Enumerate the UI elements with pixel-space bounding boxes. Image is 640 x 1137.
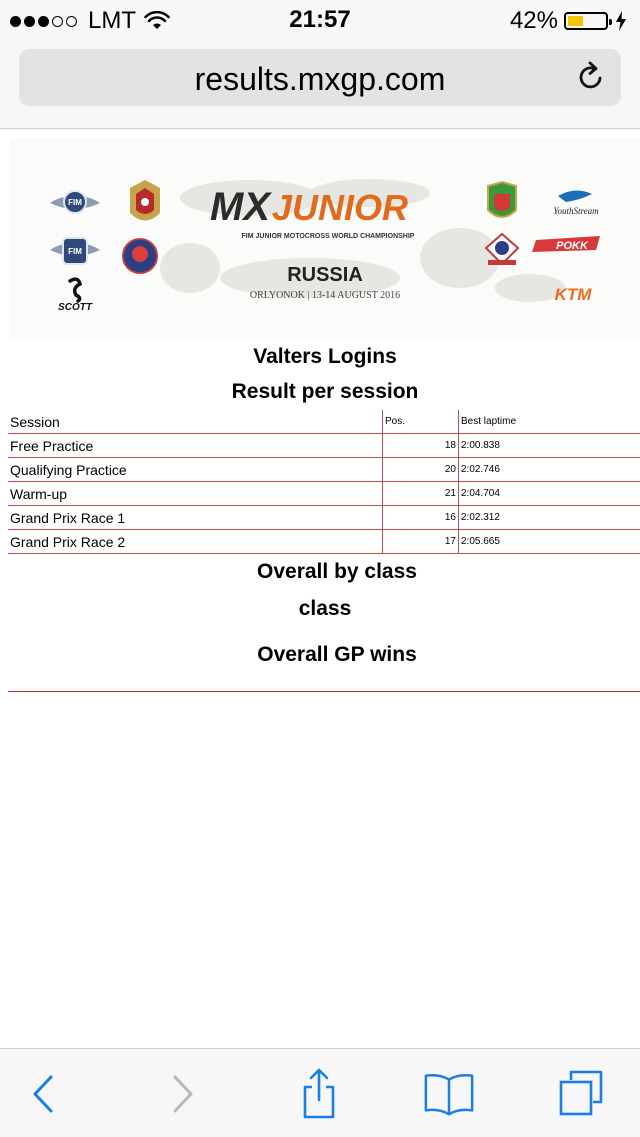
session-name: Free Practice: [8, 434, 383, 458]
table-row: [8, 434, 640, 458]
krasnodar-emblem: [488, 182, 516, 217]
banner-location-date: ORLYONOK | 13-14 AUGUST 2016: [249, 290, 401, 301]
svg-text:YouthStream: YouthStream: [553, 206, 599, 216]
banner-subtitle: FIM JUNIOR MOTOCROSS WORLD CHAMPIONSHIP: [241, 233, 415, 240]
header-pos: Pos.: [383, 410, 459, 434]
carrier-name: LMT: [88, 7, 136, 34]
best-laptime: 2:00.838: [459, 434, 640, 458]
banner-graphic: [10, 138, 640, 340]
position: 20: [383, 458, 459, 482]
table-row: [8, 482, 640, 506]
back-button[interactable]: [16, 1069, 70, 1119]
battery-percent: 42%: [509, 7, 558, 34]
share-button[interactable]: [292, 1069, 346, 1119]
svg-text:FIM: FIM: [68, 198, 82, 207]
svg-text:SCOTT: SCOTT: [58, 302, 92, 313]
header-session: Session: [8, 410, 383, 434]
table-row: [8, 458, 640, 482]
url-text[interactable]: results.mxgp.com: [194, 61, 446, 97]
youthstream-logo: [553, 190, 599, 216]
bookmarks-button[interactable]: [422, 1069, 476, 1119]
section-title: Result per session: [231, 380, 419, 403]
best-laptime: 2:04.704: [459, 482, 640, 506]
table-header-row: [8, 410, 640, 434]
orlyonok-badge: [486, 234, 518, 265]
session-name: Warm-up: [8, 482, 383, 506]
position: 18: [383, 434, 459, 458]
position: 21: [383, 482, 459, 506]
tabs-icon[interactable]: [555, 1068, 607, 1120]
battery-status: [510, 7, 628, 35]
results-table: [8, 410, 640, 554]
svg-text:FIM: FIM: [68, 247, 82, 256]
charging-icon: [614, 10, 628, 32]
svg-text:POKK: POKK: [556, 240, 588, 252]
fim-logo-top: [50, 191, 100, 213]
browser-toolbar: [0, 1048, 640, 1137]
table-row: [8, 530, 640, 554]
address-bar[interactable]: [19, 49, 621, 106]
session-name: Grand Prix Race 1: [8, 506, 383, 530]
forward-icon[interactable]: [171, 1074, 195, 1114]
forward-button[interactable]: [156, 1069, 210, 1119]
session-name: Grand Prix Race 2: [8, 530, 383, 554]
best-laptime: 2:02.746: [459, 458, 640, 482]
svg-text:MX: MX: [210, 185, 270, 229]
rider-name: Valters Logins: [253, 345, 397, 368]
svg-text:JUNIOR: JUNIOR: [272, 187, 409, 228]
position: 16: [383, 506, 459, 530]
session-name: Qualifying Practice: [8, 458, 383, 482]
best-laptime: 2:02.312: [459, 506, 640, 530]
browser-header: [0, 40, 640, 129]
clock: 21:57: [289, 6, 351, 33]
back-icon[interactable]: [31, 1074, 55, 1114]
mxjunior-logo: [210, 185, 408, 229]
tabs-button[interactable]: [554, 1069, 608, 1119]
table-row: [8, 506, 640, 530]
event-banner: [10, 138, 640, 340]
scott-logo: [58, 279, 93, 313]
overall-by-class-heading: Overall by class: [257, 560, 417, 583]
russian-federation-emblem: [130, 180, 160, 221]
status-bar: [0, 0, 640, 40]
overall-gp-wins-heading: Overall GP wins: [257, 643, 417, 666]
section-divider: [8, 691, 640, 692]
battery-icon: [564, 12, 608, 30]
reload-icon[interactable]: [575, 61, 607, 93]
motorsport-federation-badge: [123, 239, 157, 273]
position: 17: [383, 530, 459, 554]
class-label: class: [298, 597, 352, 620]
bookmarks-icon[interactable]: [422, 1069, 476, 1119]
battery-level: [568, 16, 583, 26]
header-best-laptime: Best laptime: [459, 410, 640, 434]
best-laptime: 2:05.665: [459, 530, 640, 554]
rokk-logo: [532, 236, 600, 252]
ktm-logo: KTM: [554, 285, 592, 304]
fim-logo-bottom: [50, 238, 100, 264]
share-icon[interactable]: [299, 1067, 339, 1121]
banner-country: RUSSIA: [287, 264, 363, 286]
